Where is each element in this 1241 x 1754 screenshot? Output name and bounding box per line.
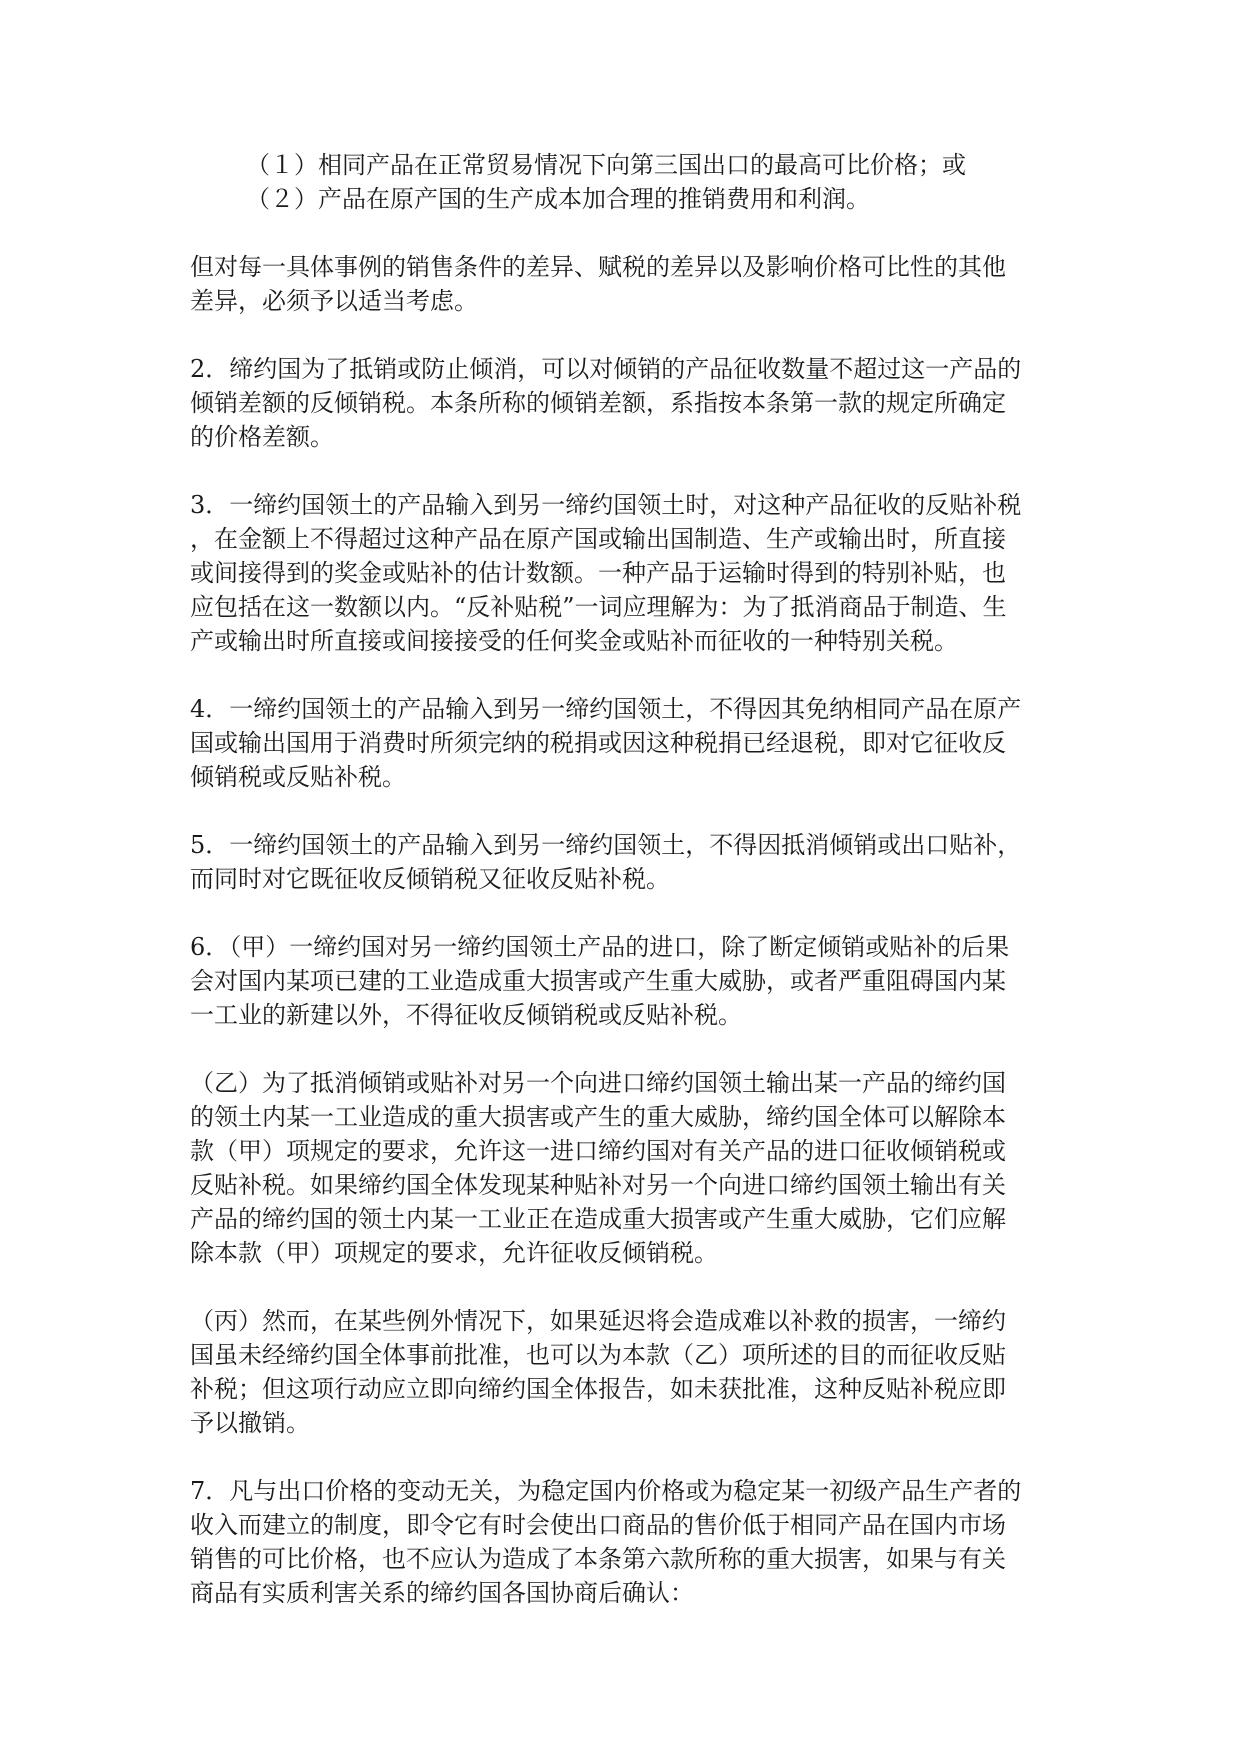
paragraph-clause-6c <box>190 1304 1070 1440</box>
paragraph-clause-4 <box>190 692 1070 794</box>
text-line: 4．一缔约国领土的产品输入到另一缔约国领土，不得因其免纳相同产品在原产 <box>190 695 1022 723</box>
spacer <box>190 216 1070 250</box>
text-line: 而同时对它既征收反倾销税又征收反贴补税。 <box>190 865 670 893</box>
paragraph-clause-7 <box>190 1474 1070 1610</box>
text-line: 倾销差额的反倾销税。本条所称的倾销差额，系指按本条第一款的规定所确定 <box>190 389 1006 417</box>
text-line: 产或输出时所直接或间接接受的任何奖金或贴补而征收的一种特别关税。 <box>190 627 958 655</box>
text-line: （丙）然而，在某些例外情况下，如果延迟将会造成难以补救的损害，一缔约 <box>190 1307 1006 1335</box>
text-line: 倾销税或反贴补税。 <box>190 763 406 791</box>
text-line: 的价格差额。 <box>190 423 334 451</box>
text-line: 予以撤销。 <box>190 1409 310 1437</box>
text-line: 2．缔约国为了抵销或防止倾消，可以对倾销的产品征收数量不超过这一产品的 <box>190 355 1022 383</box>
text-line: 7．凡与出口价格的变动无关，为稳定国内价格或为稳定某一初级产品生产者的 <box>190 1477 1022 1505</box>
text-line: （乙）为了抵消倾销或贴补对另一个向进口缔约国领土输出某一产品的缔约国 <box>190 1069 1006 1097</box>
text-line: 款（甲）项规定的要求，允许这一进口缔约国对有关产品的进口征收倾销税或 <box>190 1137 1006 1165</box>
text-line: 收入而建立的制度，即令它有时会使出口商品的售价低于相同产品在国内市场 <box>190 1511 1006 1539</box>
text-line: 的领土内某一工业造成的重大损害或产生的重大威胁，缔约国全体可以解除本 <box>190 1103 1006 1131</box>
paragraph-clause-5 <box>190 828 1070 896</box>
text-line: 会对国内某项已建的工业造成重大损害或产生重大威胁，或者严重阻碍国内某 <box>190 967 1006 995</box>
text-line: 国虽未经缔约国全体事前批准，也可以为本款（乙）项所述的目的而征收反贴 <box>190 1341 1006 1369</box>
paragraph-clause-3 <box>190 488 1070 658</box>
text-line: 或间接得到的奖金或贴补的估计数额。一种产品于运输时得到的特别补贴，也 <box>190 559 1006 587</box>
text-line: 6．（甲）一缔约国对另一缔约国领土产品的进口，除了断定倾销或贴补的后果 <box>190 933 1010 961</box>
text-line: 补税；但这项行动应立即向缔约国全体报告，如未获批准，这种反贴补税应即 <box>190 1375 1006 1403</box>
text-line: 差异，必须予以适当考虑。 <box>190 287 478 315</box>
text-line: 商品有实质利害关系的缔约国各国协商后确认： <box>190 1579 694 1607</box>
paragraph-clause-2 <box>190 352 1070 454</box>
list-item: （２）产品在原产国的生产成本加合理的推销费用和利润。 <box>246 185 870 213</box>
text-line: 除本款（甲）项规定的要求，允许征收反倾销税。 <box>190 1239 718 1267</box>
text-line: 一工业的新建以外，不得征收反倾销税或反贴补税。 <box>190 1001 742 1029</box>
paragraph-clause-6a <box>190 930 1070 1032</box>
text-line: 应包括在这一数额以内。“反补贴税”一词应理解为：为了抵消商品于制造、生 <box>190 593 1007 621</box>
text-line: 反贴补税。如果缔约国全体发现某种贴补对另一个向进口缔约国领土输出有关 <box>190 1171 1006 1199</box>
text-line: 但对每一具体事例的销售条件的差异、赋税的差异以及影响价格可比性的其他 <box>190 253 1006 281</box>
text-line: 5．一缔约国领土的产品输入到另一缔约国领土，不得因抵消倾销或出口贴补， <box>190 831 1022 859</box>
text-line: ，在金额上不得超过这种产品在原产国或输出国制造、生产或输出时，所直接 <box>190 525 1006 553</box>
text-line: 国或输出国用于消费时所须完纳的税捐或因这种税捐已经退税，即对它征收反 <box>190 729 1006 757</box>
list-item: （１）相同产品在正常贸易情况下向第三国出口的最高可比价格；或 <box>246 151 966 179</box>
text-line: 销售的可比价格，也不应认为造成了本条第六款所称的重大损害，如果与有关 <box>190 1545 1006 1573</box>
document-body <box>190 148 1070 1610</box>
text-line: 产品的缔约国的领土内某一工业正在造成重大损害或产生重大威胁，它们应解 <box>190 1205 1006 1233</box>
paragraph-note <box>190 250 1070 318</box>
text-line: 3．一缔约国领土的产品输入到另一缔约国领土时，对这种产品征收的反贴补税 <box>190 491 1022 519</box>
paragraph-clause-6b <box>190 1066 1070 1270</box>
